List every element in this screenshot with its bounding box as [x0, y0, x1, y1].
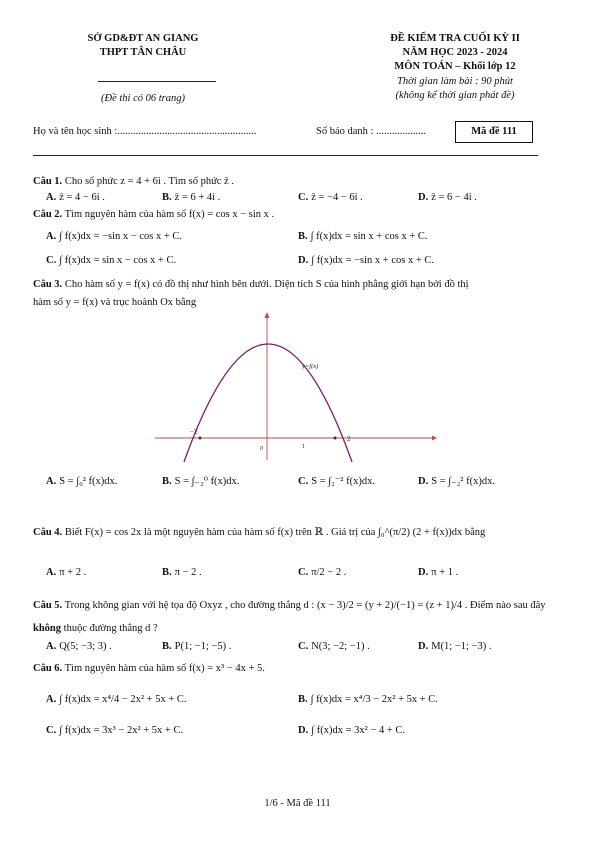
question-1: [33, 175, 565, 189]
question-label: Câu 4.: [33, 527, 63, 538]
option-d: D. π + 1 .: [418, 567, 459, 578]
function-graph: [150, 310, 440, 462]
option-b: B. ∫ f(x)dx = x⁴/3 − 2x² + 5x + C.: [298, 694, 438, 705]
tick-label-neg2: −2: [190, 428, 198, 436]
option-a: A. Q(5; −3; 3) .: [46, 641, 112, 652]
student-name-field: Họ và tên học sinh :.....................................................: [33, 126, 257, 137]
option-b: B. P(1; −1; −5) .: [162, 641, 232, 652]
curve-label: y=f(x): [302, 363, 319, 370]
school-name: THPT TÂN CHÂU: [99, 47, 187, 58]
option-c: C. ∫ f(x)dx = 3x³ − 2x² + 5x + C.: [46, 725, 184, 736]
time-limit: Thời gian làm bài : 90 phút: [397, 76, 513, 87]
exam-title: ĐỀ KIỂM TRA CUỐI KỲ II: [390, 33, 520, 44]
option-c: C. N(3; −2; −1) .: [298, 641, 370, 652]
question-label: Câu 5.: [33, 600, 63, 611]
option-a: A. ∫ f(x)dx = x⁴/4 − 2x² + 5x + C.: [46, 694, 187, 705]
header-underline: [98, 81, 216, 82]
question-text: Tìm nguyên hàm của hàm số f(x) = cos x − sin x .: [64, 209, 275, 220]
question-2: [33, 208, 565, 222]
question-text: Biết F(x) = cos 2x là một nguyên hàm của hàm số f(x) trên ℝ . Giá trị của ∫₀^(π/2) (2 + f(x))dx bằng: [64, 527, 486, 538]
tick-label-2: 2: [347, 435, 351, 443]
root-point-right: [334, 437, 337, 440]
option-c: C. S = ∫₂⁻² f(x)dx.: [298, 476, 375, 487]
option-d: D. ∫ f(x)dx = −sin x + cos x + C.: [298, 255, 435, 266]
school-department: SỞ GD&ĐT AN GIANG: [87, 33, 199, 44]
option-b: B. S = ∫₋₂⁰ f(x)dx.: [162, 476, 240, 487]
y-axis-arrow-icon: [265, 312, 270, 318]
page-count-note: (Đề thi có 06 trang): [101, 93, 185, 104]
question-label: Câu 6.: [33, 663, 63, 674]
option-c: C. z̄ = −4 − 6i .: [298, 192, 363, 203]
question-text: Cho hàm số y = f(x) có đồ thị như hình bên dưới. Diện tích S của hình phẳng giới hạn bởi đồ thị: [64, 279, 469, 290]
option-b: B. π − 2 .: [162, 567, 202, 578]
page-footer: 1/6 - Mã đề 111: [264, 798, 331, 809]
option-d: D. z̄ = 6 − 4i .: [418, 192, 477, 203]
root-point-left: [199, 437, 202, 440]
subject: MÔN TOÁN – Khối lớp 12: [394, 61, 516, 72]
time-note: (không kể thời gian phát đề): [395, 90, 515, 101]
question-label: Câu 2.: [33, 209, 63, 220]
question-4: [33, 526, 565, 540]
question-3: [33, 278, 565, 292]
exam-code-box: Mã đề 111: [455, 121, 533, 143]
option-d: D. ∫ f(x)dx = 3x² − 4 + C.: [298, 725, 406, 736]
question-text: Trong không gian với hệ tọa độ Oxyz , cho đường thẳng d : (x − 3)/2 = (y + 2)/(−1) = (z + 1)/4 . Điểm nào sau đây: [64, 600, 546, 611]
school-year: NĂM HỌC 2023 - 2024: [402, 47, 508, 58]
option-a: A. S = ∫₀² f(x)dx.: [46, 476, 118, 487]
question-label: Câu 1.: [33, 176, 63, 187]
option-c: C. ∫ f(x)dx = sin x − cos x + C.: [46, 255, 177, 266]
question-5-line-2: không thuộc đường thẳng d ?: [33, 623, 158, 634]
origin-label: 0: [260, 446, 263, 452]
question-label: Câu 3.: [33, 279, 63, 290]
question-5: [33, 599, 565, 613]
option-c: C. π/2 − 2 .: [298, 567, 347, 578]
option-b: B. z̄ = 6 + 4i .: [162, 192, 221, 203]
header-divider: [33, 155, 538, 156]
option-a: A. π + 2 .: [46, 567, 87, 578]
option-d: D. S = ∫₋₂² f(x)dx.: [418, 476, 495, 487]
question-text: Tìm nguyên hàm của hàm số f(x) = x³ − 4x + 5.: [64, 663, 265, 674]
x-axis-arrow-icon: [432, 436, 437, 441]
question-text: Cho số phức z = 4 + 6i . Tìm số phức z̄ .: [64, 176, 234, 187]
question-6: [33, 662, 565, 676]
option-b: B. ∫ f(x)dx = sin x + cos x + C.: [298, 231, 428, 242]
option-a: A. z̄ = 4 − 6i .: [46, 192, 105, 203]
question-3-line-2: hàm số y = f(x) và trục hoành Ox bằng: [33, 297, 197, 308]
function-curve: [184, 344, 352, 462]
tick-label-1: 1: [302, 444, 305, 450]
student-id-field: Số báo danh : ...................: [316, 126, 426, 137]
option-d: D. M(1; −1; −3) .: [418, 641, 492, 652]
option-a: A. ∫ f(x)dx = −sin x − cos x + C.: [46, 231, 183, 242]
